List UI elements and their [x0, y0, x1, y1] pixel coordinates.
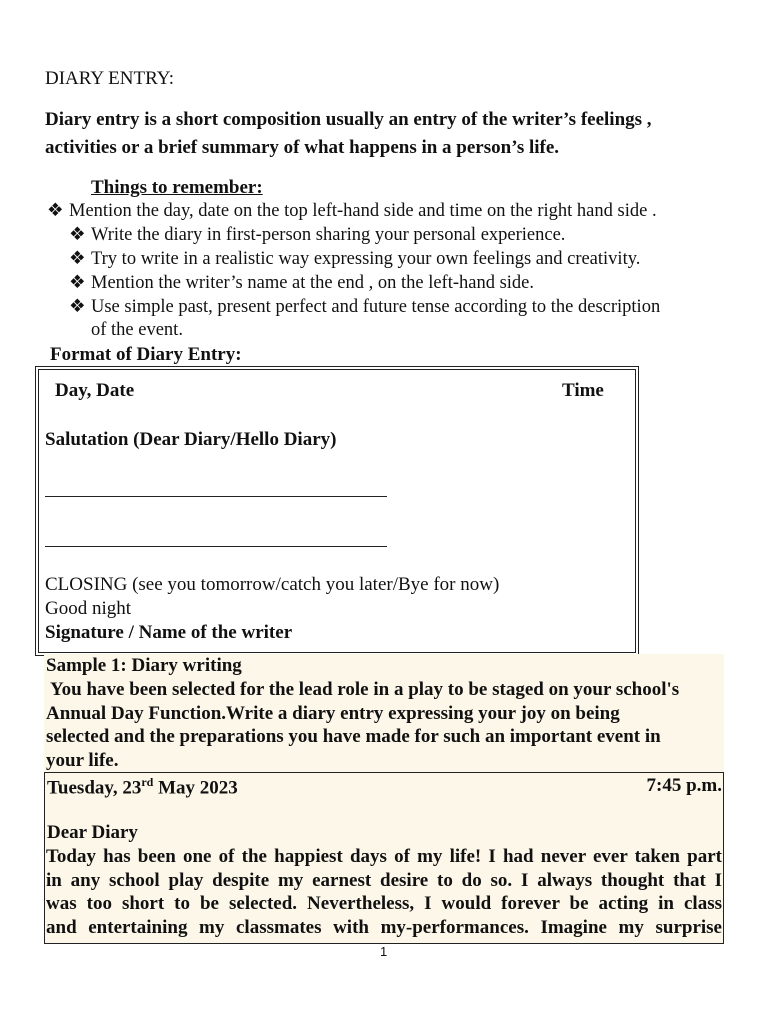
intro-line: Diary entry is a short composition usually an entry of the writer’s feelings , — [45, 109, 652, 130]
bullet-diamond-icon: ❖ — [69, 297, 86, 317]
day-date-label: Day, Date — [55, 380, 135, 401]
bullet-text: Mention the day, date on the top left-hand side and time on the right hand side . — [69, 201, 657, 221]
good-night-label: Good night — [45, 598, 132, 619]
question-line: Annual Day Function.Write a diary entry expressing your joy on being — [46, 703, 620, 724]
bullet-diamond-icon: ❖ — [47, 201, 64, 221]
closing-label: CLOSING (see you tomorrow/catch you later/Bye for now) — [45, 574, 500, 595]
intro-paragraph — [45, 106, 725, 162]
bullet-item — [47, 200, 657, 224]
bullet-diamond-icon: ❖ — [69, 225, 86, 245]
letter-body-line: Today has been one of the happiest days of my life! I had never ever taken part — [46, 846, 722, 867]
time-label: Time — [562, 380, 604, 401]
letter-body-line: and entertaining my classmates with my-performances. Imagine my surprise — [46, 917, 722, 938]
question-line: your life. — [46, 750, 119, 771]
letter-body-line: was too short to be selected. Nevertheless, I would forever be acting in class — [46, 893, 722, 914]
format-heading: Format of Diary Entry: — [50, 344, 242, 365]
letter-body-line: in any school play despite my earnest desire to do so. I always thought that I — [46, 870, 722, 891]
letter-time: 7:45 p.m. — [646, 775, 722, 796]
question-line: selected and the preparations you have made for such an important event in — [46, 726, 661, 747]
diary-letter — [44, 772, 724, 944]
blank-line — [45, 496, 387, 497]
bullet-item — [69, 272, 534, 296]
signature-label: Signature / Name of the writer — [45, 622, 293, 643]
letter-date: Tuesday, 23rd May 2023 — [47, 775, 238, 799]
bullet-text: Try to write in a realistic way expressing your own feelings and creativity. — [91, 249, 641, 269]
sample-title: Sample 1: Diary writing — [46, 655, 242, 676]
bullet-item — [69, 296, 660, 320]
sample-question — [44, 654, 724, 772]
bullet-continuation: of the event. — [91, 320, 183, 340]
bullet-item — [69, 224, 565, 248]
intro-line: activities or a brief summary of what happens in a person’s life. — [45, 137, 560, 158]
letter-greeting: Dear Diary — [47, 822, 138, 843]
page-title: DIARY ENTRY: — [45, 68, 174, 89]
blank-line — [45, 546, 387, 547]
question-line: You have been selected for the lead role in a play to be staged on your school's — [46, 679, 680, 700]
bullet-text: Use simple past, present perfect and future tense according to the description — [91, 297, 661, 317]
format-box — [35, 366, 639, 656]
remember-heading: Things to remember: — [91, 177, 263, 198]
bullet-diamond-icon: ❖ — [69, 273, 86, 293]
bullet-text: Mention the writer’s name at the end , on the left-hand side. — [91, 273, 535, 293]
bullet-diamond-icon: ❖ — [69, 249, 86, 269]
bullet-item — [69, 248, 640, 272]
page-number: 1 — [380, 944, 388, 959]
bullet-text: Write the diary in first-person sharing your personal experience. — [91, 225, 566, 245]
salutation-label: Salutation (Dear Diary/Hello Diary) — [45, 429, 337, 450]
